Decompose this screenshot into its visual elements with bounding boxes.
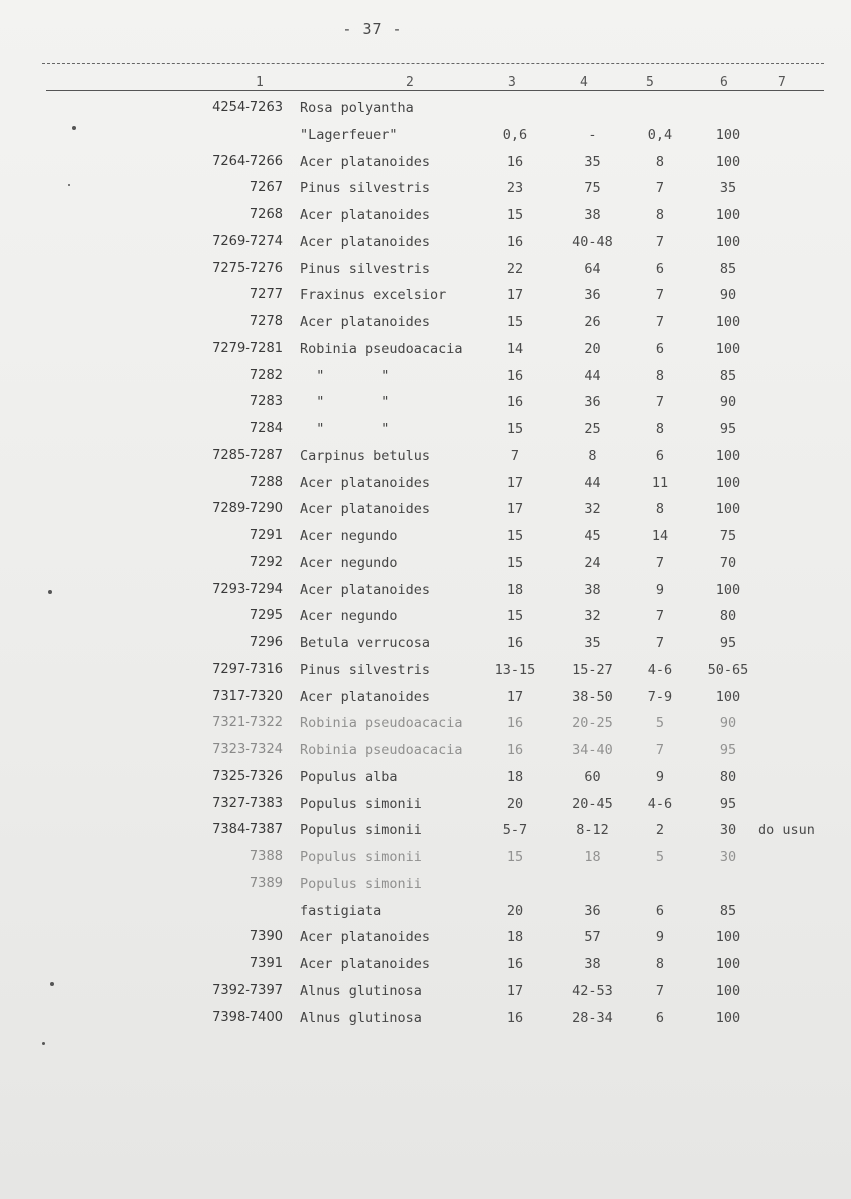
cell-col-5: 9 [655, 929, 665, 946]
cell-col-6: 100 [715, 982, 741, 999]
cell-col-5: 5 [655, 849, 665, 865]
cell-col-4: 38 [584, 956, 601, 972]
table-row [0, 341, 851, 361]
cell-col-2: Acer negundo [300, 528, 398, 544]
cell-col-6: 95 [719, 742, 737, 758]
cell-col-5: 6 [655, 1009, 665, 1026]
margin-mark [50, 982, 54, 986]
cell-col-5: 8 [655, 421, 665, 437]
cell-col-5: 6 [655, 260, 665, 277]
cell-col-2: Acer platanoides [300, 956, 431, 972]
cell-col-2: Acer platanoides [300, 314, 431, 330]
cell-col-4: 8 [588, 447, 597, 464]
cell-col-6: 85 [719, 902, 737, 919]
cell-col-1: 7321-7322 [212, 715, 283, 731]
table-row [0, 689, 851, 709]
cell-col-2: Carpinus betulus [300, 447, 431, 464]
cell-col-1: 7283 [249, 394, 283, 410]
cell-col-1: 7384-7387 [212, 822, 283, 838]
table-row [0, 528, 851, 548]
margin-mark [42, 1042, 45, 1045]
cell-col-3: 17 [506, 688, 524, 705]
cell-col-1: 7282 [249, 367, 283, 383]
cell-col-2: Acer platanoides [300, 474, 431, 491]
cell-col-6: 95 [719, 795, 737, 812]
cell-col-3: 16 [506, 956, 524, 972]
table-row [0, 742, 851, 762]
column-header-7: 7 [778, 75, 786, 90]
column-header-4: 4 [580, 75, 588, 90]
cell-col-6: 100 [715, 233, 741, 250]
cell-col-4: 38-50 [572, 688, 613, 705]
cell-col-2: Acer platanoides [300, 233, 431, 250]
cell-col-4: 44 [584, 367, 601, 384]
cell-col-6: 95 [719, 635, 737, 651]
cell-col-5: 4-6 [647, 795, 673, 812]
cell-col-5: 8 [655, 956, 665, 972]
cell-col-5: 9 [655, 768, 665, 785]
cell-col-5: 6 [655, 340, 665, 357]
cell-col-1: 7279-7281 [212, 340, 283, 356]
cell-col-5: 7-9 [647, 688, 673, 705]
cell-col-4: 34-40 [572, 742, 613, 758]
cell-col-2: Fraxinus excelsior [300, 287, 447, 304]
cell-col-5: 7 [655, 554, 665, 571]
cell-col-1: 7277 [249, 287, 283, 303]
cell-col-4: 36 [584, 394, 601, 411]
cell-col-1: 7275-7276 [212, 260, 283, 276]
cell-col-4: 38 [584, 581, 601, 598]
cell-col-5: 6 [655, 902, 665, 919]
cell-col-1: 7284 [249, 421, 283, 436]
cell-col-1: 7327-7383 [212, 795, 283, 811]
cell-col-4: 20 [584, 340, 601, 357]
cell-col-3: 20 [506, 902, 524, 919]
cell-col-5: 7 [655, 982, 665, 999]
cell-col-6: 90 [719, 715, 737, 732]
cell-col-2: Acer platanoides [300, 688, 431, 705]
cell-col-1: 7278 [249, 314, 283, 329]
cell-col-3: 16 [506, 394, 524, 411]
cell-col-2: Robinia pseudoacacia [300, 742, 463, 758]
cell-col-2: Robinia pseudoacacia [300, 340, 463, 357]
column-header-6: 6 [720, 75, 728, 90]
cell-col-1: 7325-7326 [212, 768, 283, 784]
cell-col-6: 100 [715, 929, 741, 946]
table-row [0, 715, 851, 735]
cell-col-6: 100 [715, 447, 741, 464]
cell-col-2: Populus alba [300, 768, 398, 785]
cell-col-6: 100 [715, 688, 741, 705]
table-row [0, 555, 851, 575]
cell-col-4: 35 [584, 635, 601, 651]
cell-col-2: Pinus silvestris [300, 260, 431, 277]
cell-col-6: 30 [719, 822, 737, 839]
cell-col-6: 100 [715, 153, 741, 170]
cell-col-3: 16 [506, 233, 524, 250]
cell-col-3: 14 [506, 340, 524, 357]
cell-col-3: 15 [506, 608, 524, 625]
cell-col-2: Rosa polyantha [300, 100, 414, 116]
cell-col-3: 16 [506, 367, 524, 384]
cell-col-4: 60 [584, 768, 601, 785]
cell-col-5: 7 [655, 233, 665, 250]
cell-col-1: 7317-7320 [212, 688, 283, 704]
cell-col-4: 57 [584, 929, 601, 946]
cell-col-5: 8 [655, 207, 665, 223]
cell-col-1: 7398-7400 [212, 1009, 283, 1025]
cell-col-3: 20 [506, 795, 524, 812]
table-row [0, 261, 851, 281]
table-row [0, 983, 851, 1003]
cell-col-3: 16 [506, 153, 524, 170]
cell-col-5: 7 [655, 608, 665, 625]
column-header-1: 1 [256, 75, 264, 90]
table-row [0, 635, 851, 655]
table-row [0, 448, 851, 468]
page-number: - 37 - [342, 20, 403, 38]
cell-col-3: 15 [506, 314, 524, 330]
cell-col-4: 20-45 [572, 795, 613, 812]
cell-col-4: 36 [584, 287, 601, 304]
cell-col-2: Acer platanoides [300, 501, 431, 518]
table-row [0, 662, 851, 682]
table-row [0, 127, 851, 147]
cell-col-5: 0,4 [647, 126, 673, 143]
cell-col-3: 15 [506, 554, 524, 571]
cell-col-2: Alnus glutinosa [300, 982, 422, 999]
table-row [0, 876, 851, 896]
cell-col-5: 7 [655, 394, 665, 411]
cell-col-2: Alnus glutinosa [300, 1009, 422, 1026]
cell-col-1: 7264-7266 [212, 153, 283, 169]
cell-col-5: 9 [655, 581, 665, 598]
cell-col-5: 8 [655, 367, 665, 384]
table-row [0, 314, 851, 334]
header-rule-bottom [46, 90, 824, 91]
cell-col-1: 7267 [249, 180, 283, 196]
cell-col-2: Populus simonii [300, 849, 422, 865]
cell-col-3: 16 [506, 1009, 524, 1026]
cell-col-3: 17 [506, 982, 524, 999]
column-header-2: 2 [406, 75, 414, 90]
cell-col-5: 4-6 [647, 661, 673, 678]
cell-col-6: 80 [719, 768, 737, 785]
margin-mark [48, 590, 52, 594]
margin-mark [72, 126, 76, 130]
cell-col-6: 70 [719, 554, 737, 571]
cell-col-5: 8 [655, 501, 665, 518]
table-row [0, 1010, 851, 1030]
table-row [0, 154, 851, 174]
cell-col-6: 35 [719, 180, 737, 197]
cell-col-6: 100 [715, 474, 741, 491]
cell-col-3: 15 [506, 849, 524, 865]
cell-col-7: do usun [758, 822, 815, 839]
table-row [0, 180, 851, 200]
cell-col-6: 30 [719, 849, 737, 865]
cell-col-4: 40-48 [572, 233, 613, 250]
cell-col-2: " " [300, 367, 390, 384]
cell-col-3: 18 [506, 929, 524, 946]
cell-col-6: 100 [715, 207, 741, 223]
margin-mark [68, 184, 70, 186]
cell-col-2: Acer platanoides [300, 207, 431, 223]
cell-col-4: 18 [584, 849, 601, 865]
cell-col-2: Pinus silvestris [300, 180, 431, 197]
cell-col-3: 16 [506, 635, 524, 651]
cell-col-4: 42-53 [572, 982, 613, 999]
column-header-3: 3 [508, 75, 516, 90]
cell-col-3: 23 [506, 180, 524, 197]
cell-col-4: 8-12 [576, 822, 609, 839]
cell-col-4: 75 [584, 180, 601, 197]
cell-col-2: Populus simonii [300, 875, 422, 892]
cell-col-3: 13-15 [494, 661, 536, 678]
cell-col-1: 7288 [249, 474, 283, 490]
cell-col-5: 8 [655, 153, 665, 170]
cell-col-6: 80 [719, 608, 737, 625]
cell-col-1: 7295 [249, 608, 283, 624]
cell-col-6: 50-65 [707, 661, 749, 678]
table-row [0, 234, 851, 254]
cell-col-1: 7289-7290 [212, 501, 283, 517]
cell-col-3: 15 [506, 207, 524, 223]
cell-col-1: 7296 [249, 635, 283, 650]
cell-col-3: 17 [506, 287, 524, 304]
cell-col-6: 95 [719, 421, 737, 437]
cell-col-5: 7 [655, 287, 665, 304]
cell-col-1: 7388 [249, 849, 283, 864]
table-row [0, 796, 851, 816]
cell-col-6: 100 [715, 314, 741, 330]
cell-col-1: 4254-7263 [212, 100, 283, 115]
cell-col-3: 5-7 [502, 822, 528, 839]
cell-col-2: fastigiata [300, 902, 382, 919]
cell-col-5: 7 [655, 635, 665, 651]
cell-col-5: 2 [655, 822, 665, 839]
cell-col-2: Acer platanoides [300, 929, 431, 946]
table-row [0, 903, 851, 923]
cell-col-2: " " [300, 394, 390, 411]
cell-col-2: " " [300, 421, 390, 437]
cell-col-5: 6 [655, 447, 665, 464]
table-row [0, 501, 851, 521]
cell-col-4: - [588, 126, 597, 143]
cell-col-4: 28-34 [572, 1009, 613, 1026]
cell-col-2: Acer negundo [300, 608, 398, 625]
cell-col-1: 7392-7397 [212, 982, 283, 998]
table-row [0, 582, 851, 602]
cell-col-1: 7323-7324 [212, 742, 283, 757]
cell-col-4: 24 [584, 554, 601, 571]
table-row [0, 421, 851, 441]
cell-col-5: 5 [655, 715, 665, 732]
cell-col-5: 11 [651, 474, 669, 491]
column-header-5: 5 [646, 75, 654, 90]
cell-col-3: 15 [506, 421, 524, 437]
cell-col-5: 7 [655, 742, 665, 758]
cell-col-1: 7268 [249, 207, 283, 222]
cell-col-4: 64 [584, 260, 601, 277]
cell-col-3: 16 [506, 742, 524, 758]
cell-col-4: 36 [584, 902, 601, 919]
cell-col-2: Betula verrucosa [300, 635, 431, 651]
cell-col-6: 100 [715, 126, 741, 143]
cell-col-4: 25 [584, 421, 601, 437]
table-row [0, 207, 851, 227]
cell-col-2: "Lagerfeuer" [300, 126, 398, 143]
cell-col-3: 22 [506, 260, 524, 277]
cell-col-1: 7391 [249, 956, 283, 971]
cell-col-1: 7389 [249, 875, 283, 891]
cell-col-4: 26 [584, 314, 601, 330]
cell-col-6: 100 [715, 581, 741, 598]
cell-col-6: 90 [719, 287, 737, 304]
table-row [0, 769, 851, 789]
cell-col-4: 32 [584, 608, 601, 625]
cell-col-6: 100 [715, 956, 741, 972]
cell-col-1: 7285-7287 [212, 447, 283, 463]
cell-col-3: 18 [506, 581, 524, 598]
cell-col-6: 90 [719, 394, 737, 411]
table-row [0, 608, 851, 628]
cell-col-4: 38 [584, 207, 601, 223]
cell-col-2: Robinia pseudoacacia [300, 715, 463, 732]
cell-col-4: 15-27 [572, 661, 613, 678]
table-row [0, 929, 851, 949]
cell-col-1: 7390 [249, 929, 283, 945]
cell-col-6: 100 [715, 1009, 741, 1026]
cell-col-2: Acer platanoides [300, 153, 431, 170]
cell-col-1: 7297-7316 [212, 661, 283, 677]
cell-col-4: 44 [584, 474, 601, 491]
cell-col-1: 7292 [249, 554, 283, 570]
cell-col-4: 32 [584, 501, 601, 518]
table-row [0, 956, 851, 976]
cell-col-4: 20-25 [572, 715, 613, 732]
table-row [0, 475, 851, 495]
cell-col-6: 75 [719, 528, 737, 544]
cell-col-3: 18 [506, 768, 524, 785]
cell-col-6: 100 [715, 340, 741, 357]
table-row [0, 849, 851, 869]
cell-col-6: 85 [719, 260, 737, 277]
table-row [0, 368, 851, 388]
table-row [0, 394, 851, 414]
cell-col-4: 35 [584, 153, 601, 170]
cell-col-2: Populus simonii [300, 822, 422, 839]
cell-col-3: 15 [506, 528, 524, 544]
cell-col-6: 85 [719, 367, 737, 384]
cell-col-2: Acer platanoides [300, 581, 431, 598]
table-row [0, 822, 851, 842]
cell-col-1: 7293-7294 [212, 581, 283, 597]
table-row [0, 287, 851, 307]
cell-col-2: Pinus silvestris [300, 661, 431, 678]
cell-col-3: 17 [506, 474, 524, 491]
cell-col-3: 7 [510, 447, 520, 464]
cell-col-2: Acer negundo [300, 554, 398, 571]
cell-col-5: 7 [655, 180, 665, 197]
table-row [0, 100, 851, 120]
cell-col-3: 0,6 [502, 126, 528, 143]
header-rule-top [42, 63, 824, 64]
cell-col-1: 7269-7274 [212, 233, 283, 249]
cell-col-6: 100 [715, 501, 741, 518]
cell-col-3: 16 [506, 715, 524, 732]
cell-col-5: 7 [655, 314, 665, 330]
cell-col-1: 7291 [249, 528, 283, 543]
cell-col-4: 45 [584, 528, 601, 544]
cell-col-5: 14 [651, 528, 669, 544]
cell-col-3: 17 [506, 501, 524, 518]
cell-col-2: Populus simonii [300, 795, 422, 812]
